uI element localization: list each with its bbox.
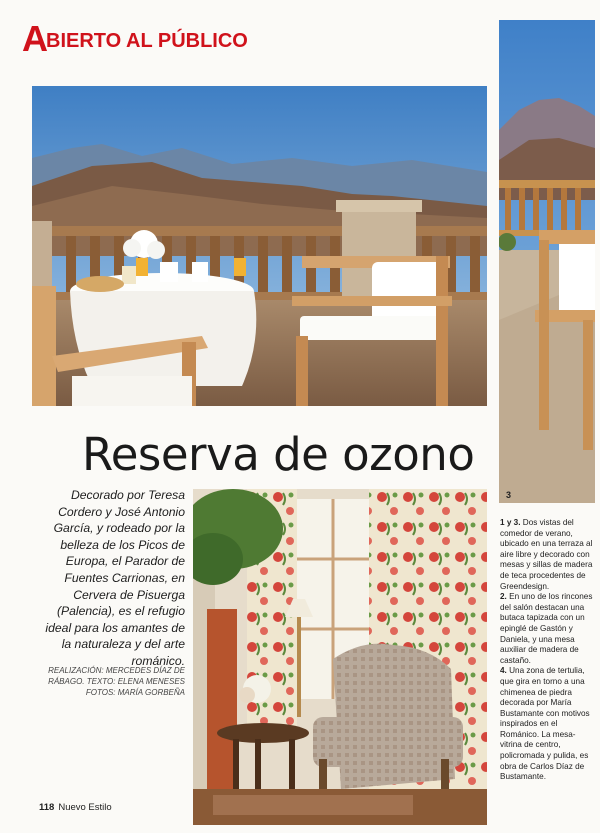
- headline: Reserva de ozono: [82, 428, 475, 481]
- section-initial: A: [22, 18, 48, 59]
- magazine-name: Nuevo Estilo: [58, 802, 112, 813]
- credits-line: REALIZACIÓN: MERCEDES DÍAZ DE RÁBAGO. TEXTO: ELENA MENESES: [48, 666, 185, 686]
- caption-item: [500, 666, 596, 783]
- caption-item: [500, 518, 596, 592]
- caption-number: 4.: [500, 666, 507, 676]
- caption-item: [500, 592, 596, 666]
- caption-text: Una zona de tertulia, que gira en torno a una chimenea de piedra decorada por María Bustamante con motivos inspirados en el Románico. La mesa-vitrina de centro, policromada y pulida, es obra de Carlos Díaz de Bustamante.: [500, 666, 590, 782]
- intro-paragraph: Decorado por Teresa Cordero y José Antonio García, y rodeado por la belleza de los Picos de Europa, el Parador de Fuentes Carrionas, en Cervera de Pisuerga (Palencia), es el refugio ideal para los amantes de la naturaleza y del arte románico.: [45, 488, 185, 668]
- photo-number-label: 3: [506, 490, 512, 500]
- terrace-side-photo: [499, 20, 595, 503]
- photo-credits: [38, 665, 185, 698]
- section-title: BIERTO AL PÚBLICO: [46, 30, 248, 52]
- caption-text: Dos vistas del comedor de verano, ubicado en una terraza al aire libre y decorado con mesas y sillas de madera de teca procedentes de Greendesign.: [500, 518, 593, 591]
- terrace-dining-photo: [32, 86, 487, 406]
- caption-text: En uno de los rincones del salón destacan una butaca tapizada con un epinglé de Gastón y Daniela, y una mesa auxiliar de madera de castaño.: [500, 592, 593, 665]
- living-room-photo: [193, 489, 487, 825]
- photo-captions: [500, 518, 596, 783]
- section-header: [22, 18, 248, 59]
- caption-number: 2.: [500, 592, 507, 602]
- page-footer: [39, 802, 112, 813]
- caption-number: 1 y 3.: [500, 518, 521, 527]
- credits-line: FOTOS: MARÍA GORBEÑA: [85, 688, 185, 697]
- page-number: 118: [39, 802, 55, 813]
